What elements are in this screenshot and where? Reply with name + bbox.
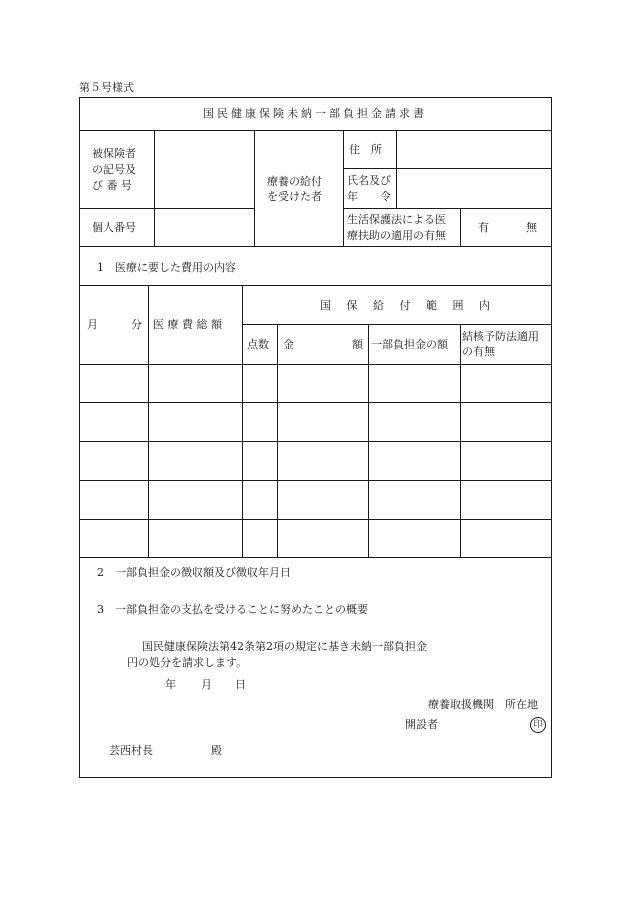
request-statement: 国民健康保険法第42条第2項の規定に基き未納一部負担金 — [142, 640, 427, 653]
name-age-field[interactable] — [397, 169, 550, 207]
date-year: 年 — [165, 678, 176, 691]
personal-number-label: 個人番号 — [92, 221, 136, 234]
insured-label: 被保険者 — [92, 147, 136, 160]
table-row[interactable] — [80, 520, 550, 556]
address-field[interactable] — [397, 131, 550, 167]
name-age-label: 年 令 — [347, 190, 391, 203]
table-row[interactable] — [80, 481, 550, 518]
col-month-header: 月 分 — [87, 318, 142, 331]
welfare-no-option[interactable]: 無 — [526, 221, 537, 234]
facility-location-label: 療養取扱機関 所在地 — [428, 698, 538, 711]
col-amount-header: 額 — [352, 338, 363, 351]
section2-title: 2 一部負担金の徴収額及び徴収年月日 — [97, 566, 291, 579]
table-row[interactable] — [80, 442, 550, 479]
insured-label: び 番 号 — [92, 179, 132, 192]
form-number: 第５号様式 — [79, 81, 134, 94]
col-tb-header: の有無 — [462, 345, 495, 358]
col-points-header: 点数 — [247, 338, 269, 351]
seal-stamp-icon: 印 — [530, 717, 546, 733]
welfare-label: 生活保護法による医 — [347, 213, 446, 226]
nhi-range-header: 国 保 給 付 範 囲 内 — [320, 299, 496, 312]
honorific: 殿 — [211, 744, 222, 757]
section3-title: 3 一部負担金の支払を受けることに努めたことの概要 — [97, 603, 368, 616]
col-copay-header: 一部負担金の額 — [371, 338, 448, 351]
welfare-label: 療扶助の適用の有無 — [347, 229, 446, 242]
insured-label: の記号及 — [92, 163, 136, 176]
col-tb-header: 結核予防法適用 — [462, 330, 539, 343]
insured-number-field[interactable] — [155, 131, 253, 207]
name-age-label: 氏名及び — [347, 174, 391, 187]
recipient-label: 療養の給付 — [267, 175, 322, 188]
date-day: 日 — [235, 678, 246, 691]
address-label: 住 所 — [349, 143, 382, 156]
recipient-label: を受けた者 — [267, 190, 322, 203]
table-row[interactable] — [80, 365, 550, 401]
personal-number-field[interactable] — [155, 209, 253, 245]
col-amount-header: 金 — [283, 338, 294, 351]
founder-label: 開設者 — [405, 718, 438, 731]
request-statement: 円の処分を請求します。 — [127, 656, 248, 669]
col-total-header: 医 療 費 総 額 — [153, 318, 222, 331]
welfare-yes-option[interactable]: 有 — [478, 221, 489, 234]
addressee: 芸西村長 — [109, 744, 153, 757]
table-row[interactable] — [80, 403, 550, 440]
section1-title: 1 医療に要した費用の内容 — [97, 261, 236, 274]
form-title: 国民健康保険未納一部負担金請求書 — [203, 107, 427, 120]
date-month: 月 — [201, 678, 212, 691]
